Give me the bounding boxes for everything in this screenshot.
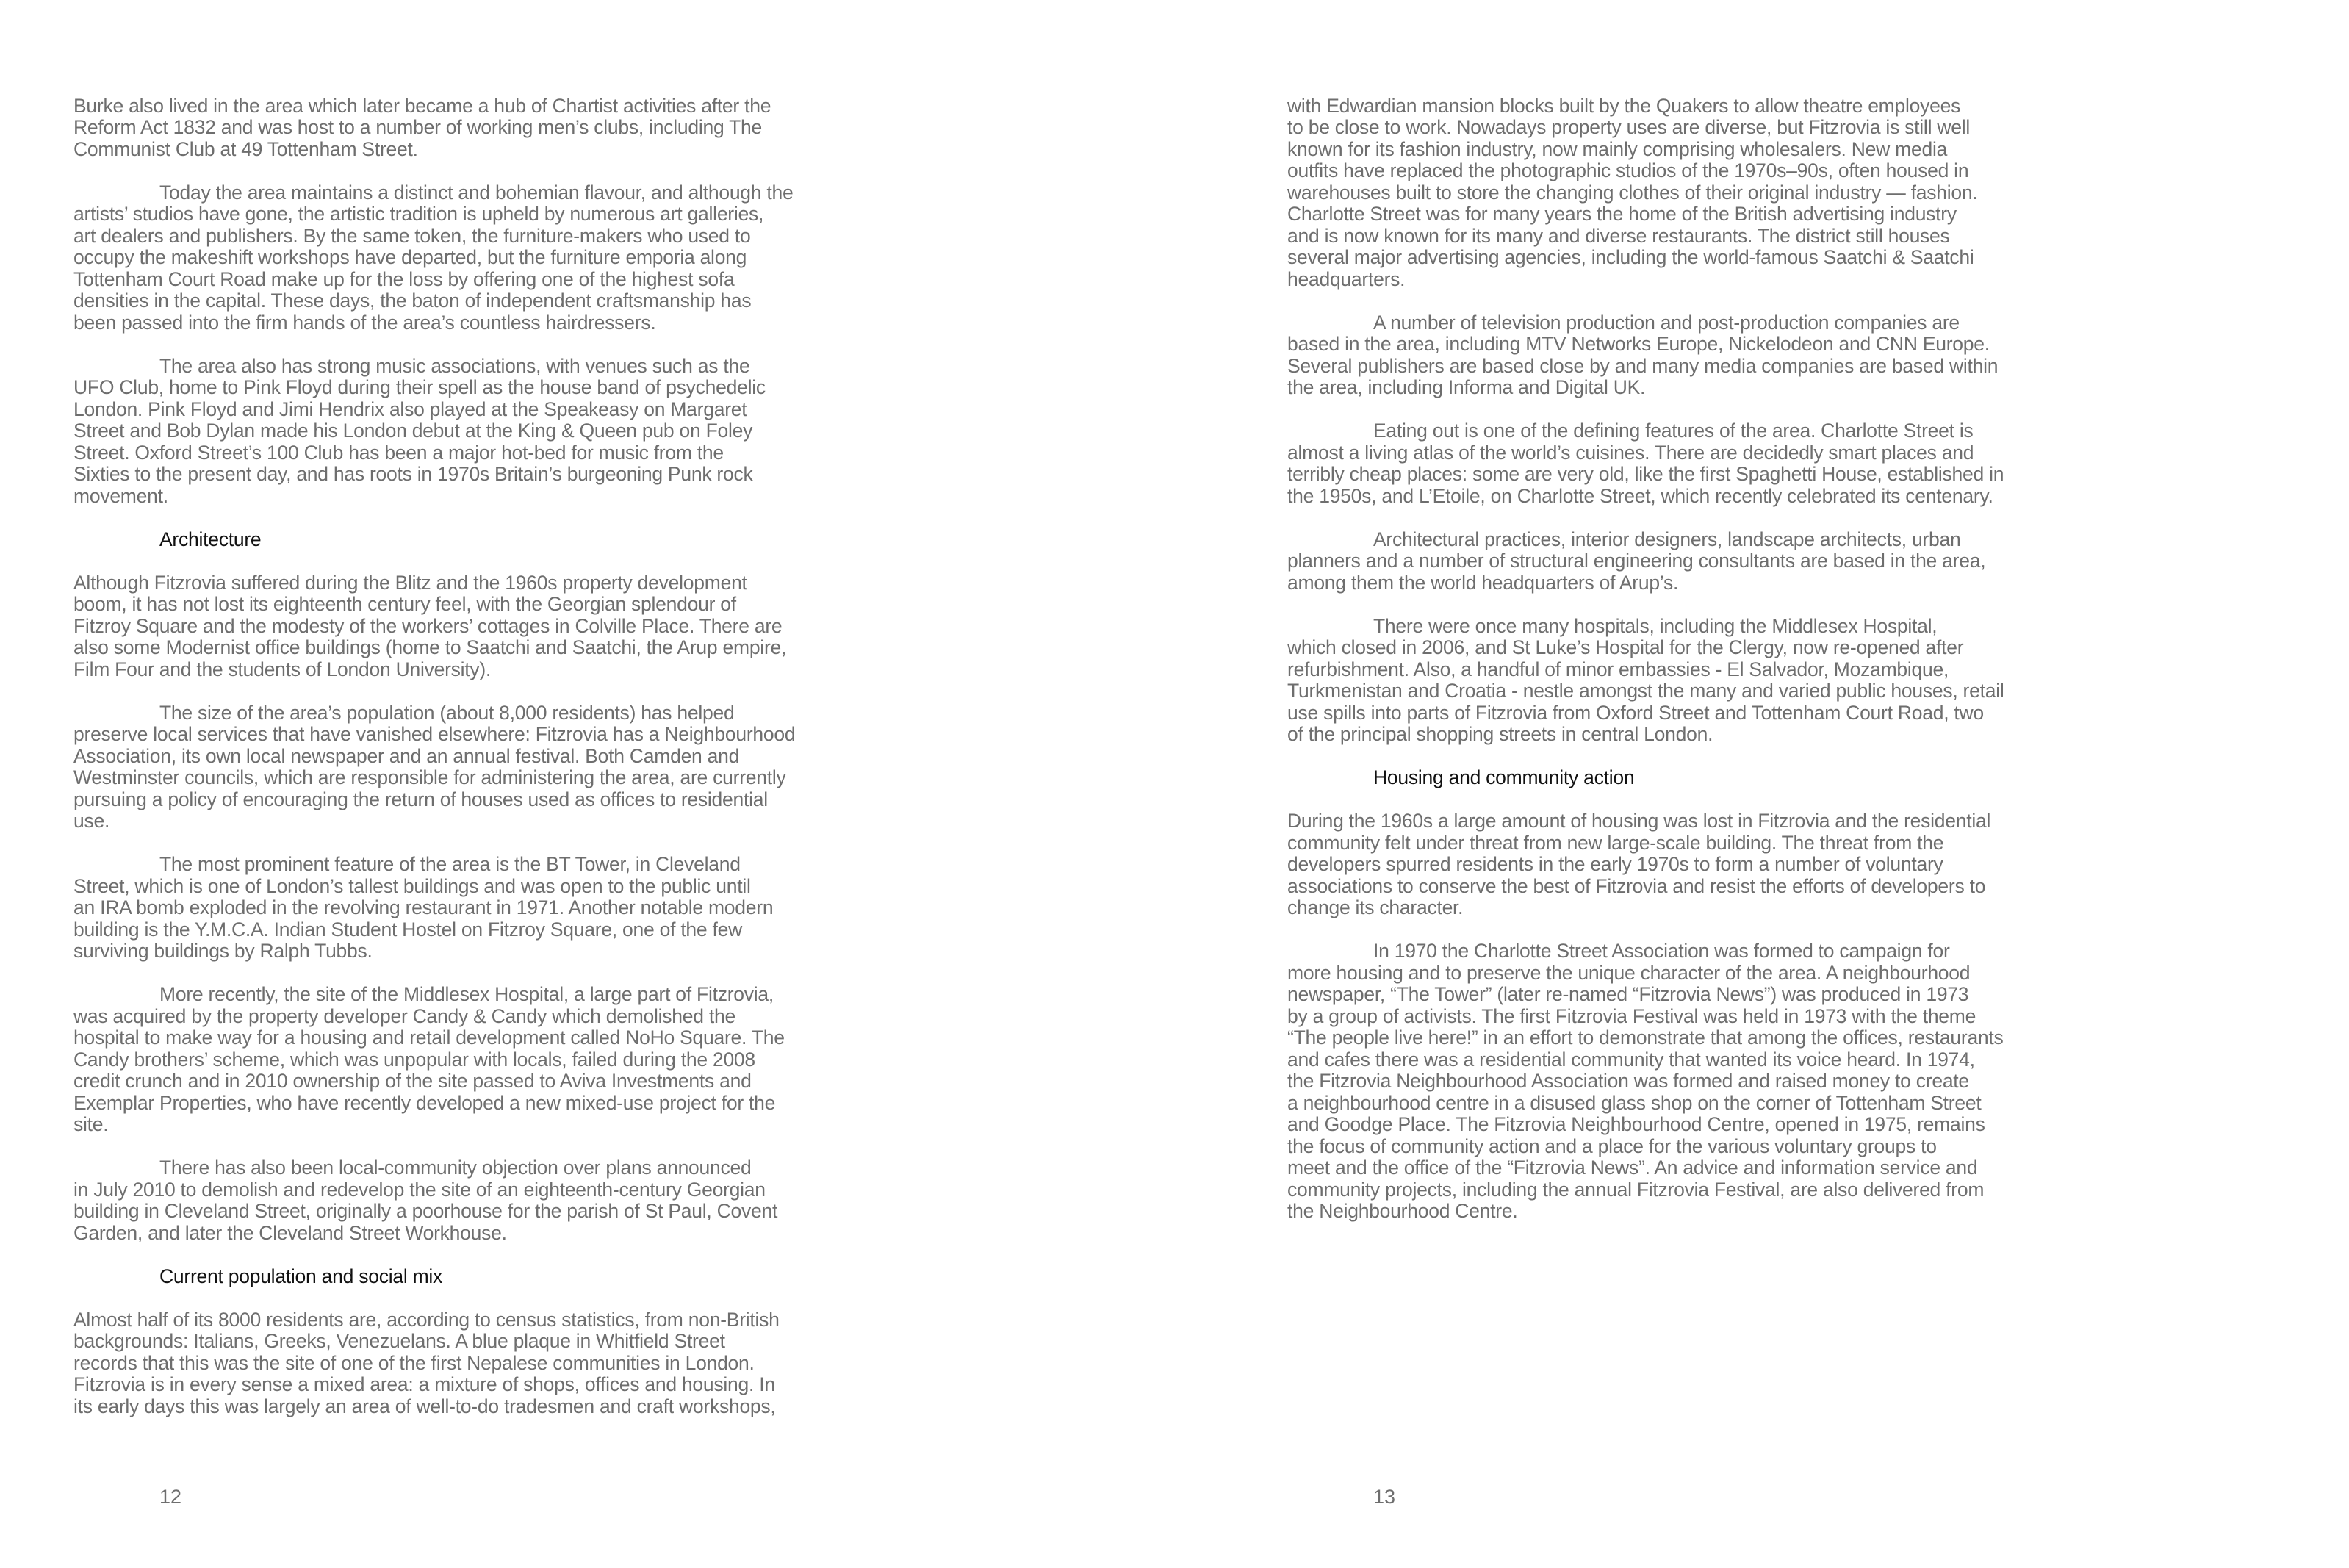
right-page <box>1175 0 2349 1568</box>
section-heading-housing: Housing and community action <box>1373 766 1635 788</box>
paragraph: Architectural practices, interior designers, landscape architects, urban planners and a number of structural engineering consultants are based in the area, among them the world headquarters of Arup’s. <box>1287 528 1986 594</box>
section-heading-population: Current population and social mix <box>159 1265 443 1287</box>
left-text-column <box>73 73 852 1439</box>
paragraph: The most prominent feature of the area is the BT Tower, in Cleveland Street, which is one of London’s tallest buildings and was open to the public until an IRA bomb exploded in the revolving restaurant in 1971. Another notable modern building is the Y.M.C.A. Indian Student Hostel on Fitzroy Square, one of the few surviving buildings by Ralph Tubbs. <box>73 853 774 962</box>
paragraph: More recently, the site of the Middlesex Hospital, a large part of Fitzrovia, was acquired by the property developer Candy & Candy which demolished the hospital to make way for a housing and retail development called NoHo Square. The Candy brothers’ scheme, which was unpopular with locals, failed during the 2008 credit crunch and in 2010 ownership of the site passed to Aviva Investments and Exemplar Properties, who have recently developed a new mixed-use project for the site. <box>73 983 785 1135</box>
paragraph: The area also has strong music associations, with venues such as the UFO Club, home to Pink Floyd during their spell as the house band of psychedelic London. Pink Floyd and Jimi Hendrix also played at the Speakeasy on Margaret Street and Bob Dylan made his London debut at the King & Queen pub on Foley Street. Oxford Street’s 100 Club has been a major hot-bed for music from the Sixties to the present day, and has roots in 1970s Britain’s burgeoning Punk rock movement. <box>73 354 766 507</box>
paragraph: Today the area maintains a distinct and bohemian flavour, and although the artists’ studios have gone, the artistic tradition is upheld by numerous art galleries, art dealers and publishers. By the same token, the furniture-makers who used to occupy the makeshift workshops have departed, but the furniture emporia along Tottenham Court Road make up for the loss by offering one of the highest sofa densities in the capital. These days, the baton of independent craftsmanship has been passed into the firm hands of the area’s countless hairdressers. <box>73 181 794 334</box>
paragraph: In 1970 the Charlotte Street Association was formed to campaign for more housing and to preserve the unique character of the area. A neighbourhood newspaper, “The Tower” (later re-named “Fitzrovia News”) was produced in 1973 by a group of activists. The first Fitzrovia Festival was held in 1973 with the theme “The people live here!” in an effort to demonstrate that among the offices, restaurants and cafes there was a residential community that wanted its voice heard. In 1974, the Fitzrovia Neighbourhood Association was formed and raised money to create a neighbourhood centre in a disused glass shop on the corner of Tottenham Street and Goodge Place. The Fitzrovia Neighbourhood Centre, opened in 1975, remains the focus of community action and a place for the various voluntary groups to meet and the office of the “Fitzrovia News”. An advice and information service and community projects, including the annual Fitzrovia Festival, are also delivered from the Neighbourhood Centre. <box>1287 940 2004 1222</box>
right-text-column <box>1287 73 2066 1244</box>
paragraph: There has also been local-community objection over plans announced in July 2010 to demolish and redevelop the site of an eighteenth-century Georgian building in Cleveland Street, originally a poorhouse for the parish of St Paul, Covent Garden, and later the Cleveland Street Workhouse. <box>73 1157 778 1244</box>
paragraph: The size of the area’s population (about 8,000 residents) has helped preserve local services that have vanished elsewhere: Fitzrovia has a Neighbourhood Association, its own local newspaper and an annual festival. Both Camden and Westminster councils, which are responsible for administering the area, are currently pursuing a policy of encouraging the return of houses used as offices to residential use. <box>73 701 796 832</box>
page-number-right: 13 <box>1373 1486 1396 1508</box>
paragraph: There were once many hospitals, including the Middlesex Hospital, which closed in 2006, and St Luke’s Hospital for the Clergy, now re-opened after refurbishment. Also, a handful of minor embassies - El Salvador, Mozambique, Turkmenistan and Croatia - nestle amongst the many and varied public houses, retail use spills into parts of Fitzrovia from Oxford Street and Tottenham Court Road, two of the principal shopping streets in central London. <box>1287 614 2004 745</box>
paragraph: Almost half of its 8000 residents are, according to census statistics, from non-British backgrounds: Italians, Greeks, Venezuelans. A blue plaque in Whitfield Street records that this was the site of one of the first Nepalese communities in London. Fitzrovia is in every sense a mixed area: a mixture of shops, offices and housing. In its early days this was largely an area of well-to-do tradesmen and craft workshops, <box>73 1308 780 1417</box>
paragraph: Burke also lived in the area which later became a hub of Chartist activities after the Reform Act 1832 and was host to a number of working men’s clubs, including The Communist Club at 49 Tottenham Street. <box>73 94 771 160</box>
paragraph: Although Fitzrovia suffered during the Blitz and the 1960s property development boom, it has not lost its eighteenth century feel, with the Georgian splendour of Fitzroy Square and the modesty of the workers’ cottages in Colville Place. There are also some Modernist office buildings (home to Saatchi and Saatchi, the Arup empire, Film Four and the students of London University). <box>73 571 787 680</box>
paragraph: During the 1960s a large amount of housing was lost in Fitzrovia and the residential community felt under threat from new large-scale building. The threat from the developers spurred residents in the early 1970s to form a number of voluntary associations to conserve the best of Fitzrovia and resist the efforts of developers to change its character. <box>1287 810 1991 918</box>
left-page <box>0 0 1174 1568</box>
section-heading-architecture: Architecture <box>159 528 262 550</box>
paragraph: with Edwardian mansion blocks built by the Quakers to allow theatre employees to be close to work. Nowadays property uses are diverse, but Fitzrovia is still well known for its fashion industry, now mainly comprising wholesalers. New media outfits have replaced the photographic studios of the 1970s–90s, often housed in warehouses built to store the changing clothes of their original industry — fashion. Charlotte Street was for many years the home of the British advertising industry and is now known for its many and diverse restaurants. The district still houses several major advertising agencies, including the world-famous Saatchi & Saatchi headquarters. <box>1287 94 1978 290</box>
page-number-left: 12 <box>159 1486 182 1508</box>
paragraph: Eating out is one of the defining features of the area. Charlotte Street is almost a living atlas of the world’s cuisines. There are decidedly smart places and terribly cheap places: some are very old, like the first Spaghetti House, established in the 1950s, and L’Etoile, on Charlotte Street, which recently celebrated its centenary. <box>1287 420 2004 507</box>
paragraph: A number of television production and post-production companies are based in the area, including MTV Networks Europe, Nickelodeon and CNN Europe. Several publishers are based close by and many media companies are based within the area, including Informa and Digital UK. <box>1287 311 1999 398</box>
